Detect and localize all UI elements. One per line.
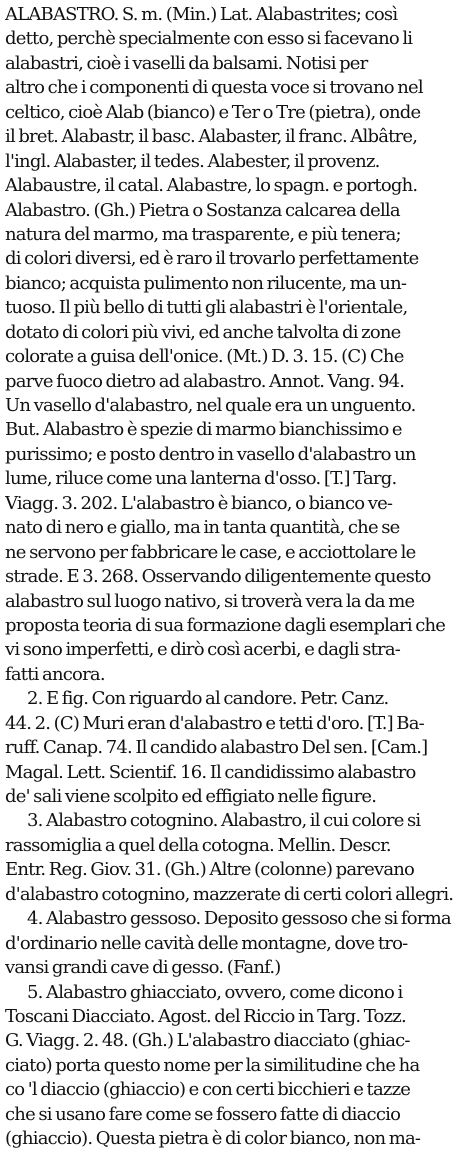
text-line: di colori diversi, ed è raro il trovarlo perfettamente: [5, 248, 419, 270]
text-line: Entr. Reg. Giov. 31. (Gh.) Altre (colonne) parevano: [5, 859, 415, 881]
text-line: 3. Alabastro cotognino. Alabastro, il cui colore si: [27, 810, 421, 832]
text-line: Viagg. 3. 202. L'alabastro è bianco, o bianco ve-: [5, 492, 393, 514]
text-line: il bret. Alabastr, il basc. Alabaster, il franc. Albâtre,: [5, 126, 418, 148]
text-line: ne servono per fabbricare le case, e acciottolare le: [5, 541, 416, 563]
text-line: tuoso. Il più bello di tutti gli alabastri è l'orientale,: [5, 297, 408, 319]
text-line: bianco; acquista pulimento non rilucente, ma un-: [5, 272, 407, 294]
text-line: d'ordinario nelle cavità delle montagne, dove tro-: [5, 932, 408, 954]
text-line: Alabaustre, il catal. Alabastre, lo spagn. e portogh.: [5, 175, 418, 197]
text-line: Un vasello d'alabastro, nel quale era un unguento.: [5, 395, 416, 416]
text-line: 4. Alabastro gessoso. Deposito gessoso che si forma: [27, 908, 451, 930]
text-line: G. Viagg. 2. 48. (Gh.) L'alabastro diacciato (ghiac-: [5, 1030, 410, 1052]
text-line: dotato di colori più vivi, ed anche talvolta di zone: [5, 321, 401, 343]
entry-first-line: ALABASTRO. S. m. (Min.) Lat. Alabastrites; così: [5, 4, 398, 25]
text-line: Alabastro. (Gh.) Pietra o Sostanza calcarea della: [5, 199, 400, 221]
text-line: 2. E fig. Con riguardo al candore. Petr. Canz.: [27, 688, 389, 710]
text-line: detto, perchè specialmente con esso si facevano li: [5, 28, 413, 50]
text-line: vi sono imperfetti, e dirò così acerbi, e dagli stra-: [5, 639, 401, 661]
text-line: altro che i componenti di questa voce si trovano nel: [5, 77, 423, 99]
text-line: Magal. Lett. Scientif. 16. Il candidissimo alabastro: [5, 761, 416, 783]
dictionary-entry: [5, 3, 463, 1152]
text-line: ciato) porta questo nome per la similitudine che ha: [5, 1054, 420, 1076]
text-line: 5. Alabastro ghiacciato, ovvero, come dicono i: [27, 981, 403, 1003]
text-line: Toscani Diacciato. Agost. del Riccio in Targ. Tozz.: [5, 1005, 406, 1027]
text-line: vansi grandi cave di gesso. (Fanf.): [5, 957, 281, 979]
text-line: ruff. Canap. 74. Il candido alabastro Del sen. [Cam.]: [5, 737, 428, 759]
text-line: proposta teoria di sua formazione dagli esemplari che: [5, 614, 446, 636]
text-line: fatti ancora.: [5, 663, 105, 685]
text-line: (ghiaccio). Questa pietra è di color bianco, non ma-: [5, 1128, 421, 1150]
text-line: 44. 2. (C) Muri eran d'alabastro e tetti d'oro. [T.] Ba-: [5, 712, 424, 734]
text-line: co 'l diaccio (ghiaccio) e con certi bicchieri e tazze: [5, 1079, 411, 1101]
text-line: lume, riluce come una lanterna d'osso. [T.] Targ.: [5, 468, 397, 490]
text-line: celtico, cioè Alab (bianco) e Ter o Tre (pietra), onde: [5, 101, 421, 123]
text-line: nato di nero e giallo, ma in tanta quantità, che se: [5, 517, 400, 539]
text-line: rassomiglia a quel della cotogna. Mellin. Descr.: [5, 834, 391, 856]
text-line: parve fuoco dietro ad alabastro. Annot. Vang. 94.: [5, 370, 405, 392]
text-line: l'ingl. Alabaster, il tedes. Alabester, il provenz.: [5, 150, 380, 172]
text-line: d'alabastro cotognino, mazzerate di certi colori allegri.: [5, 883, 454, 905]
text-line: che si usano fare come se fossero fatte di diaccio: [5, 1103, 401, 1125]
text-line: natura del marmo, ma trasparente, e più tenera;: [5, 223, 401, 245]
text-line: alabastro sul luogo nativo, si troverà vera la da me: [5, 590, 415, 612]
text-line: strade. E 3. 268. Osservando diligentemente questo: [5, 566, 431, 588]
text-line: purissimo; e posto dentro in vasello d'alabastro un: [5, 443, 416, 465]
text-line: colorate a guisa dell'onice. (Mt.) D. 3. 15. (C) Che: [5, 346, 404, 368]
text-line: de' sali viene scolpito ed effigiato nelle figure.: [5, 786, 377, 807]
text-line: But. Alabastro è spezie di marmo bianchissimo e: [5, 419, 402, 441]
text-line: alabastri, cioè i vaselli da balsami. Notisi per: [5, 52, 368, 74]
